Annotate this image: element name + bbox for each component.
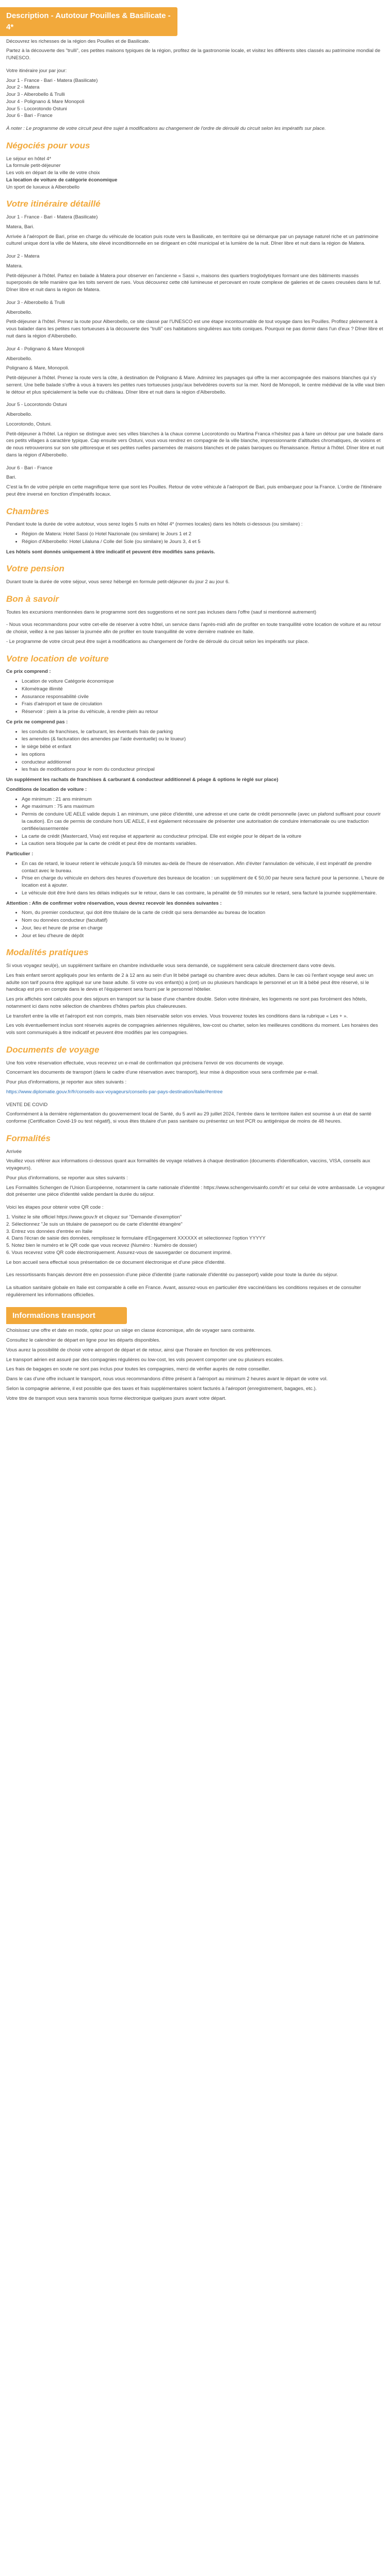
voiture-comprend-item: • Réservoir : plein à la prise du véhicule, à rendre plein au retour	[22, 708, 385, 716]
itinerary-day: Jour 4 - Polignano & Mare Monopoli	[6, 98, 85, 105]
transport-text: Les frais de bagages en soute ne sont pas inclus pour toutes les compagnies, merci de vérifier auprès de notre conseiller.	[6, 1366, 270, 1372]
section-heading-pension: Votre pension	[6, 564, 64, 574]
section-heading-itineraire: Votre itinéraire détaillé	[6, 199, 101, 209]
transport-text: Le transport aérien est assuré par des compagnies régulières ou low-cost, les vols peuvent comporter une ou plusieurs escales.	[6, 1357, 284, 1363]
itinerary-day: Jour 1 - France - Bari - Matera (Basilicate)	[6, 77, 98, 83]
itinerary-day: Jour 6 - Bari - France	[6, 113, 53, 119]
hotel-list	[6, 531, 385, 546]
documents-vente-text: Conformément à la dernière réglementation du gouvernement local de Santé, du 5 avril au 29 juillet 2024, l'entrée dans le territoire italien est soumise à un état de santé conforme (Certification Covid-19 ou test négatif), si vous êtes titulaire d'un pass sanitaire ou présentez un test PCR ou antigénique de moins de 48 heures.	[6, 1111, 371, 1125]
intro-text: Découvrez les richesses de la région des Pouilles et de Basilicate.	[6, 38, 150, 44]
formalites-text: Les ressortissants français devront être en possession d'une pièce d'identité (carte nationale d'identité ou passeport) valide pour toute la durée du séjour.	[6, 1272, 338, 1278]
formalites-step: 6. Vous recevrez votre QR code électroniquement. Assurez-vous de sauvegarder ce document imprimé.	[6, 1249, 232, 1256]
chambres-note: Les hôtels sont donnés uniquement à titre indicatif et peuvent être modifiés sans préavis.	[6, 549, 215, 555]
voiture-condition-item: • La carte de crédit (Mastercard, Visa) est requise et appartenir au conducteur principal. Elle est exigée pour le départ de la voiture	[22, 833, 385, 840]
section-heading-bon: Bon à savoir	[6, 594, 59, 604]
documents-text: Concernant les documents de transport (dans le cadre d'une réservation avec transport), leur mise à disposition vous sera confirmée par e-mail.	[6, 1070, 319, 1076]
modalites-text: Les frais enfant seront appliqués pour les enfants de 2 à 12 ans au sein d'un lit bébé partagé ou chambre avec deux adultes. Dans le cas où l'enfant voyage seul avec un adulte son tarif pourra être appliqué sur une base adulte. Si votre ou vos enfant(s) a (ont) un ou plusieurs handicaps le personnel et un lit à bébé peut être réservé, si le handicap est pris en compte dans le devis et l'équipement sera fourni par le personnel hôtelier.	[6, 972, 373, 993]
itinerary-day: Jour 3 - Alberobello & Trulli	[6, 92, 65, 98]
pension-text: Durant toute la durée de votre séjour, vous serez hébergé en formule petit-déjeuner du jour 2 au jour 6.	[6, 579, 230, 585]
intro-text: Partez à la découverte des "trulli", ces petites maisons typiques de la région, profitez de la gastronomie locale, et visitez les différents sites classés au patrimoine mondial de l'UNESCO.	[6, 48, 381, 61]
day-place: Alberobello.	[6, 309, 32, 315]
section-heading-transport: Informations transport	[6, 1307, 127, 1325]
day-title: Jour 5 - Locorotondo Ostuni	[6, 402, 67, 408]
chambres-text: Pendant toute la durée de votre autotour, vous serez logés 5 nuits en hôtel 4* (normes locales) dans les hôtels ci-dessous (ou similaire) :	[6, 521, 303, 528]
itinerary-day: Jour 5 - Locorotondo Ostuni	[6, 106, 67, 112]
modalites-text: Les prix affichés sont calculés pour des séjours en transport sur la base d'une chambre double. Selon votre itinéraire, les logements ne sont pas forcément des hôtels, notamment ici dans notre sélection de chambres d'hôtes parfois plus chaleureuses.	[6, 996, 367, 1009]
documents-text: Pour plus d'informations, je reporter aux sites suivants :	[6, 1079, 127, 1086]
formalites-text: Voici les étapes pour obtenir votre QR code :	[6, 1205, 104, 1211]
transport-text: Votre titre de transport vous sera transmis sous forme électronique quelques jours avant votre départ.	[6, 1395, 226, 1401]
page	[0, 7, 391, 1415]
negocies-item: La location de voiture de catégorie économique	[6, 177, 118, 183]
itinerary-note: À noter : Le programme de votre circuit peut être sujet à modifications au changement de l'ordre de déroulé du circuit selon les impératifs sur place.	[6, 126, 326, 132]
day-title: Jour 3 - Alberobello & Trulli	[6, 299, 65, 306]
page-title: Description - Autotour Pouilles & Basilicate - 4*	[0, 7, 177, 36]
section-heading-chambres: Chambres	[6, 506, 50, 516]
voiture-attention-item: • Jour et lieu d'heure de dépôt	[22, 933, 385, 940]
voiture-non-item: • les conduits de franchises, le carburant, les éventuels frais de parking	[22, 728, 385, 736]
day-text: Petit-déjeuner à l'hôtel. La région se distingue avec ses villes blanches à la chaux comme Locorotondo ou Martina Franca n'hésitez pas à faire un détour par une balade dans ces petits villages à caractère typique. Cap ensuite vers Ostuni, vous vous rendrez en compagnie de la ville blanche, impressionnante d'altitudes chromatiques, de voisins et de nous retrouverons sur son site pittoresque et ses petites ruelles parsemées de maisons blanches et de palais baroques ou Renaissance. Retour à l'hôtel. Dîner libre et nuit dans la région d'Alberobello.	[6, 431, 384, 458]
bon-text: Toutes les excursions mentionnées dans le programme sont des suggestions et ne sont pas incluses dans l'offre (sauf si mentionné autrement)	[6, 609, 316, 615]
voiture-particulier-label: Particulier :	[6, 851, 34, 857]
voiture-non-label: Ce prix ne comprend pas :	[6, 719, 68, 725]
formalites-step: 3. Entrez vos données d'entrée en Italie	[6, 1228, 93, 1234]
modalites-text: Le transfert entre la ville et l'aéroport est non compris, mais bien réservable selon vos envies. Vous trouverez toutes les conditions dans la rubrique « Les + ».	[6, 1013, 348, 1019]
bon-text: - Nous vous recommandons pour votre cet-elle de réserver à votre hôtel, un service dans l'après-midi afin de profiter en toute tranquillité votre location de voiture et au retour de choisir, veillez à ne pas laisser la journée afin de profiter en toute tranquillité de votre dernière matinée en Italie.	[6, 622, 381, 635]
documents-text: Une fois votre réservation effectuée, vous recevrez un e-mail de confirmation qui précisera l'envoi de vos documents de voyage.	[6, 1060, 284, 1066]
section-heading-negocies: Négociés pour vous	[6, 140, 90, 150]
day-place: Alberobello.	[6, 412, 32, 418]
voiture-condition-item: • Permis de conduire UE AELE valide depuis 1 an minimum, une pièce d'identité, une adresse et une carte de crédit personnelle (avec un plafond suffisant pour couvrir la caution). En cas de permis de conduire hors UE AELE, il est également nécessaire de présenter une autorisation de conduire internationale ou une traduction certifiée/assermentée	[22, 811, 385, 832]
day-title: Jour 4 - Polignano & Mare Monopoli	[6, 346, 85, 352]
voiture-comprend-list	[6, 678, 385, 716]
day-place: Polignano & Mare, Monopoli.	[6, 365, 69, 371]
voiture-non-item: • les options	[22, 751, 385, 758]
negocies-list	[6, 156, 385, 191]
section-heading-voiture: Votre location de voiture	[6, 653, 109, 664]
day-place: Matera.	[6, 263, 23, 269]
itinerary-label: Votre itinéraire jour par jour:	[6, 67, 67, 74]
voiture-non-list	[6, 728, 385, 774]
day-title: Jour 6 - Bari - France	[6, 465, 53, 471]
modalites-text: Si vous voyagez seul(e), un supplément tarifaire en chambre individuelle vous sera demandé, ce supplément sera calculé directement dans votre devis.	[6, 963, 336, 969]
voiture-comprend-item: • Assurance responsabilité civile	[22, 693, 385, 701]
voiture-supplement: Un supplément les rachats de franchises & carburant & conducteur additionnel & péage & options le règlé sur place)	[6, 777, 279, 783]
voiture-comprend-item: • Frais d'aéroport et taxe de circulation	[22, 701, 385, 708]
voiture-attention-item: • Nom ou données conducteur (facultatif)	[22, 917, 385, 924]
voiture-conditions-list	[6, 796, 385, 848]
day-place: Matera, Bari.	[6, 224, 35, 230]
negocies-item: Le séjour en hôtel 4*	[6, 156, 52, 162]
transport-text: Choisissez une offre et date en mode, optez pour un siège en classe économique, afin de voyager sans contrainte.	[6, 1328, 256, 1334]
section-heading-formalites: Formalités	[6, 1133, 51, 1144]
section-heading-documents: Documents de voyage	[6, 1045, 100, 1055]
day-text: Petit-déjeuner à l'hôtel. Prenez la route vers la côte, à destination de Polignano & Mare. Admirez les paysages qui offre la mer accompagnée des maisons blanches qui s'y serrent. Une belle balade s'offre à vous à travers les petites rues tortueuses jusqu'aux belvédères ouverts sur la mer. Nord de Monopoli, le centre médiéval de la ville vaut bien le détour et plus spécialement la belle vue du château. Dîner libre et nuit dans la région d'Alberobello.	[6, 375, 385, 395]
formalites-text: Le bon accueil sera effectué sous présentation de ce document électronique et d'une pièce d'identité.	[6, 1259, 226, 1265]
bon-text: - Le programme de votre circuit peut être sujet à modifications au changement de l'ordre de déroulé du circuit selon les impératifs sur place.	[6, 638, 309, 645]
day-title: Jour 1 - France - Bari - Matera (Basilicate)	[6, 214, 98, 221]
transport-text: Vous aurez la possibilité de choisir votre aéroport de départ et de retour, ainsi que l'horaire en fonction de vos préférences.	[6, 1347, 272, 1353]
formalites-text: Veuillez vous référer aux informations ci-dessous quant aux formalités de voyage relatives à chaque destination (documents d'identification, vaccins, VISA, conseils aux voyageurs).	[6, 1158, 370, 1172]
day-text: Arrivée à l'aéroport de Bari, prise en charge du véhicule de location puis route vers la Basilicate, en territoire qui se démarque par un paysage naturel riche et un patrimoine culturel unique dont la ville de Matera, site élevé inconditionnelle en se dirigeant en côté municipal et la lumière de la nuit. Dîner libre et nuit dans la région de Matera.	[6, 233, 379, 247]
intro	[6, 38, 385, 132]
hotel-item: • Région de Matera: Hotel Sassi (o Hotel Nazionale (ou similaire) le Jours 1 et 2	[22, 531, 385, 538]
itinerary-day: Jour 2 - Matera	[6, 84, 40, 91]
day-place: Bari.	[6, 474, 17, 481]
voiture-non-item: • les amendes (& facturation des amendes par l'aide éventuelle) ou le loueur)	[22, 736, 385, 743]
content	[0, 38, 391, 1402]
voiture-comprend-label: Ce prix comprend :	[6, 669, 51, 675]
modalites-text: Les vols éventuellement inclus sont réservés auprès de compagnies aériennes régulières, low-cost ou charter, selon les meilleures conditions du moment. Les horaires des vols sont communiqués à titre indicatif et peuvent être modifiés par les compagnies.	[6, 1023, 378, 1036]
formalites-step: 2. Sélectionnez "Je suis un titulaire de passeport ou de carte d'identité étrangère"	[6, 1221, 183, 1227]
day-block	[6, 465, 385, 498]
documents-vente-label: VENTE DE COVID	[6, 1101, 48, 1108]
transport-text: Selon la compagnie aérienne, il est possible que des taxes et frais supplémentaires soient facturés à l'aéroport (enregistrement, bagages, etc.).	[6, 1386, 317, 1392]
day-block	[6, 401, 385, 459]
voiture-conditions-label: Conditions de location de voiture :	[6, 786, 87, 792]
negocies-item: La formule petit-déjeuner	[6, 163, 61, 169]
voiture-non-item: • conducteur additionnel	[22, 759, 385, 766]
formalites-step: 1. Visitez le site officiel https://www.gouv.fr et cliquez sur "Demande d'exemption"	[6, 1214, 182, 1221]
day-block	[6, 253, 385, 294]
day-place: Locorotondo, Ostuni.	[6, 421, 52, 427]
voiture-particulier-item: • En cas de retard, le loueur retient le véhicule jusqu'à 59 minutes au-delà de l'heure de réservation. Afin d'éviter l'annulation de véhicule, il est impératif de prendre contact avec le bureau.	[22, 860, 385, 875]
day-block	[6, 299, 385, 340]
formalites-text: La situation sanitaire globale en Italie est comparable à celle en France. Avant, assurez-vous en particulier être vacciné/dans les conditions requises et de consulter régulièrement les informations officielles.	[6, 1285, 361, 1298]
day-title: Jour 2 - Matera	[6, 253, 40, 260]
voiture-attention-item: • Nom, du premier conducteur, qui doit être titulaire de la carte de crédit qui sera demandée au bureau de location	[22, 909, 385, 917]
voiture-particulier-item: • Le véhicule doit être livré dans les délais indiqués sur le retour, dans le cas contraire, la pénalité de 59 minutes sur le retard, sera facturé la journée supplémentaire.	[22, 890, 385, 897]
day-text: Petit-déjeuner à l'hôtel. Partez en balade à Matera pour observer en l'ancienne « Sassi », maisons des quartiers troglodytiques formant une des bâtiments massés superposés de telle manière que les toits servent de rues. Vous découvrez cette cité lumineuse et percevant en route complexe de galeries et de caves creusées dans le tuf. Dîner libre et nuit dans la région de Matera.	[6, 273, 381, 293]
formalites-step: 5. Notez bien le numéro et le QR code que vous recevez (Numéro : Numéro de dossier)	[6, 1243, 197, 1249]
negocies-item: Un sport de luxueux à Alberobello	[6, 184, 80, 190]
day-text: Petit-déjeuner à l'hôtel. Prenez la route pour Alberobello, ce site classé par l'UNESCO est une étape incontournable de tout voyage dans les Pouilles. Profitez pleinement à vous balader dans les petites rues tortueuses à la découverte des "trulli" ces habitations singulières aux toits coniques. Pourquoi ne pas dormir dans l'un d'eux ? Dîner libre et nuit dans la région d'Alberobello.	[6, 319, 383, 339]
day-place: Alberobello.	[6, 355, 32, 362]
formalites-text: Les Formalités Schengen de l'Union Européenne, notamment la carte nationale d'identité : https://www.schengenvisainfo.com/fr/ et sur celui de votre ambassade. Le voyageur doit présenter une pièce d'identité valide pendant la durée du séjour.	[6, 1184, 385, 1198]
voiture-condition-item: • Age maximum : 75 ans maximum	[22, 803, 385, 810]
voiture-non-item: • les frais de modifications pour le nom du conducteur principal	[22, 766, 385, 773]
voiture-comprend-item: • Kilométrage illimité	[22, 686, 385, 693]
day-block	[6, 346, 385, 396]
voiture-condition-item: • La caution sera bloquée par la carte de crédit et peut être de montants variables.	[22, 840, 385, 848]
voiture-comprend-item: • Location de voiture Catégorie économique	[22, 678, 385, 685]
voiture-attention-label: Attention : Afin de confirmer votre réservation, vous devrez recevoir les données suivantes :	[6, 900, 222, 906]
voiture-particulier-list	[6, 860, 385, 897]
negocies-item: Les vols en départ de la ville de votre choix	[6, 170, 100, 176]
voiture-attention-list	[6, 909, 385, 939]
formalites-text: Pour plus d'informations, se reporter aux sites suivants :	[6, 1175, 128, 1181]
formalites-step: 4. Dans l'écran de saisie des données, remplissez le formulaire d'Engagement XXXXXX et sélectionnez l'option YYYYY	[6, 1235, 266, 1242]
voiture-non-item: • le siège bébé et enfant	[22, 743, 385, 751]
section-heading-modalites: Modalités pratiques	[6, 947, 89, 958]
voiture-condition-item: • Age minimum : 21 ans minimum	[22, 796, 385, 803]
day-text: C'est la fin de votre périple en cette magnifique terre que sont les Pouilles. Retour de votre véhicule à l'aéroport de Bari, puis embarquez pour la France. L'ordre de l'itinéraire peut être inversé en fonction d'impératifs locaux.	[6, 484, 382, 497]
voiture-particulier-item: • Prise en charge du véhicule en dehors des heures d'ouverture des bureaux de location : un supplément de € 50,00 par heure sera facturé pour la personne. L'heure de location est à ajouter.	[22, 875, 385, 889]
hotel-item: • Région d'Alberobello: Hotel Lilaluna / Colle del Sole (ou similaire) le Jours 3, 4 et 5	[22, 538, 385, 546]
documents-link[interactable]: https://www.diplomatie.gouv.fr/fr/conseils-aux-voyageurs/conseils-par-pays-destination/italie/#entree	[6, 1089, 223, 1095]
transport-text: Dans le cas d'une offre incluant le transport, nous vous recommandons d'être présent à l'aéroport au minimum 2 heures avant le départ de votre vol.	[6, 1376, 328, 1382]
formalites-text: Arrivée	[6, 1148, 22, 1155]
voiture-attention-item: • Jour, lieu et heure de prise en charge	[22, 925, 385, 932]
day-block	[6, 214, 385, 247]
transport-text: Consultez le calendrier de départ en ligne pour les départs disponibles.	[6, 1337, 160, 1344]
